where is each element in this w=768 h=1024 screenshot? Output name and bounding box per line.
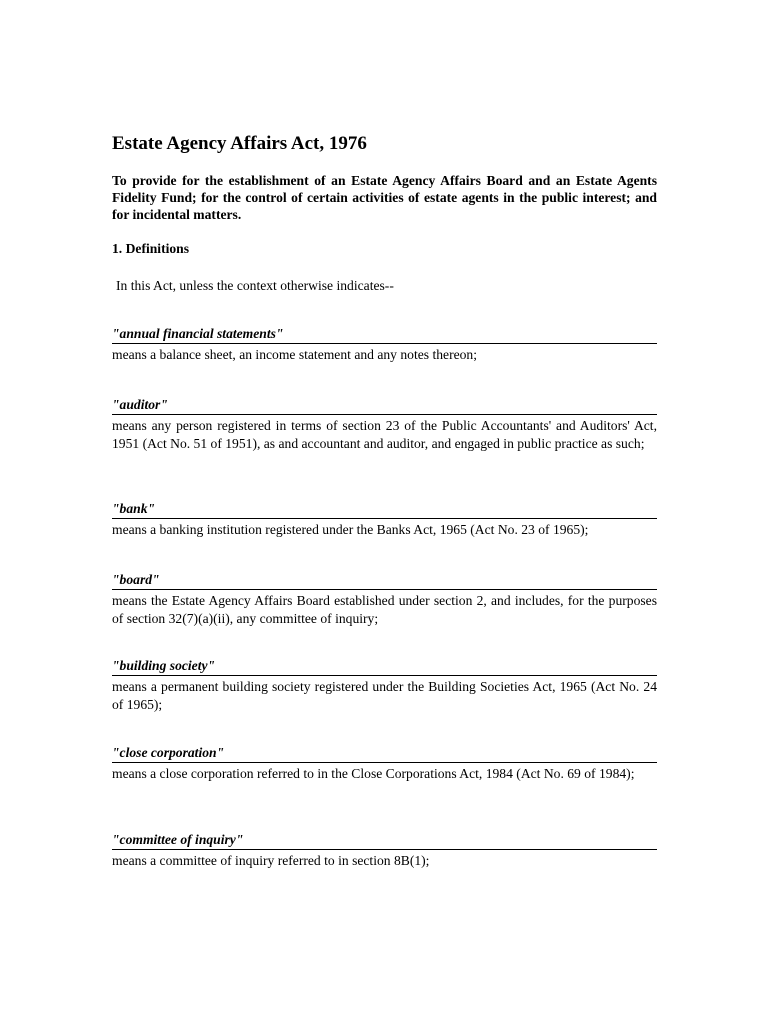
document-title: Estate Agency Affairs Act, 1976 [112,133,367,154]
definition-meaning: means a close corporation referred to in the Close Corporations Act, 1984 (Act No. 69 of 1984); [112,766,635,781]
definition-committee-of-inquiry [112,831,657,870]
definition-meaning: means a banking institution registered under the Banks Act, 1965 (Act No. 23 of 1965); [112,522,589,537]
definition-term: "annual financial statements" [112,325,657,344]
definition-term: "building society" [112,657,657,676]
definition-meaning: means a permanent building society registered under the Building Societies Act, 1965 (Act No. 24 of 1965); [112,679,657,712]
definition-term: "close corporation" [112,744,657,763]
definition-term: "bank" [112,500,657,519]
section-heading: 1. Definitions [112,241,190,256]
definition-board [112,571,657,627]
definition-meaning: means the Estate Agency Affairs Board established under section 2, and includes, for the purposes of section 32(7)(a)(ii), any committee of inquiry; [112,593,657,626]
definition-term: "committee of inquiry" [112,831,657,850]
definition-term: "board" [112,571,657,590]
definition-building-society [112,657,657,713]
definition-term: "auditor" [112,396,657,415]
definition-bank [112,500,657,539]
definitions-intro: In this Act, unless the context otherwise indicates-- [116,278,394,293]
definition-annual-financial-statements [112,325,657,364]
act-purpose: To provide for the establishment of an Estate Agency Affairs Board and an Estate Agents Fidelity Fund; for the control of certain activities of estate agents in the public interest; and for incidental matters. [112,173,657,222]
definition-auditor [112,396,657,452]
definition-meaning: means any person registered in terms of section 23 of the Public Accountants' and Auditors' Act, 1951 (Act No. 51 of 1951), as and accountant and auditor, and engaged in public practice as such; [112,418,657,451]
definition-close-corporation [112,744,657,783]
definition-meaning: means a balance sheet, an income statement and any notes thereon; [112,347,478,362]
definition-meaning: means a committee of inquiry referred to in section 8B(1); [112,853,430,868]
